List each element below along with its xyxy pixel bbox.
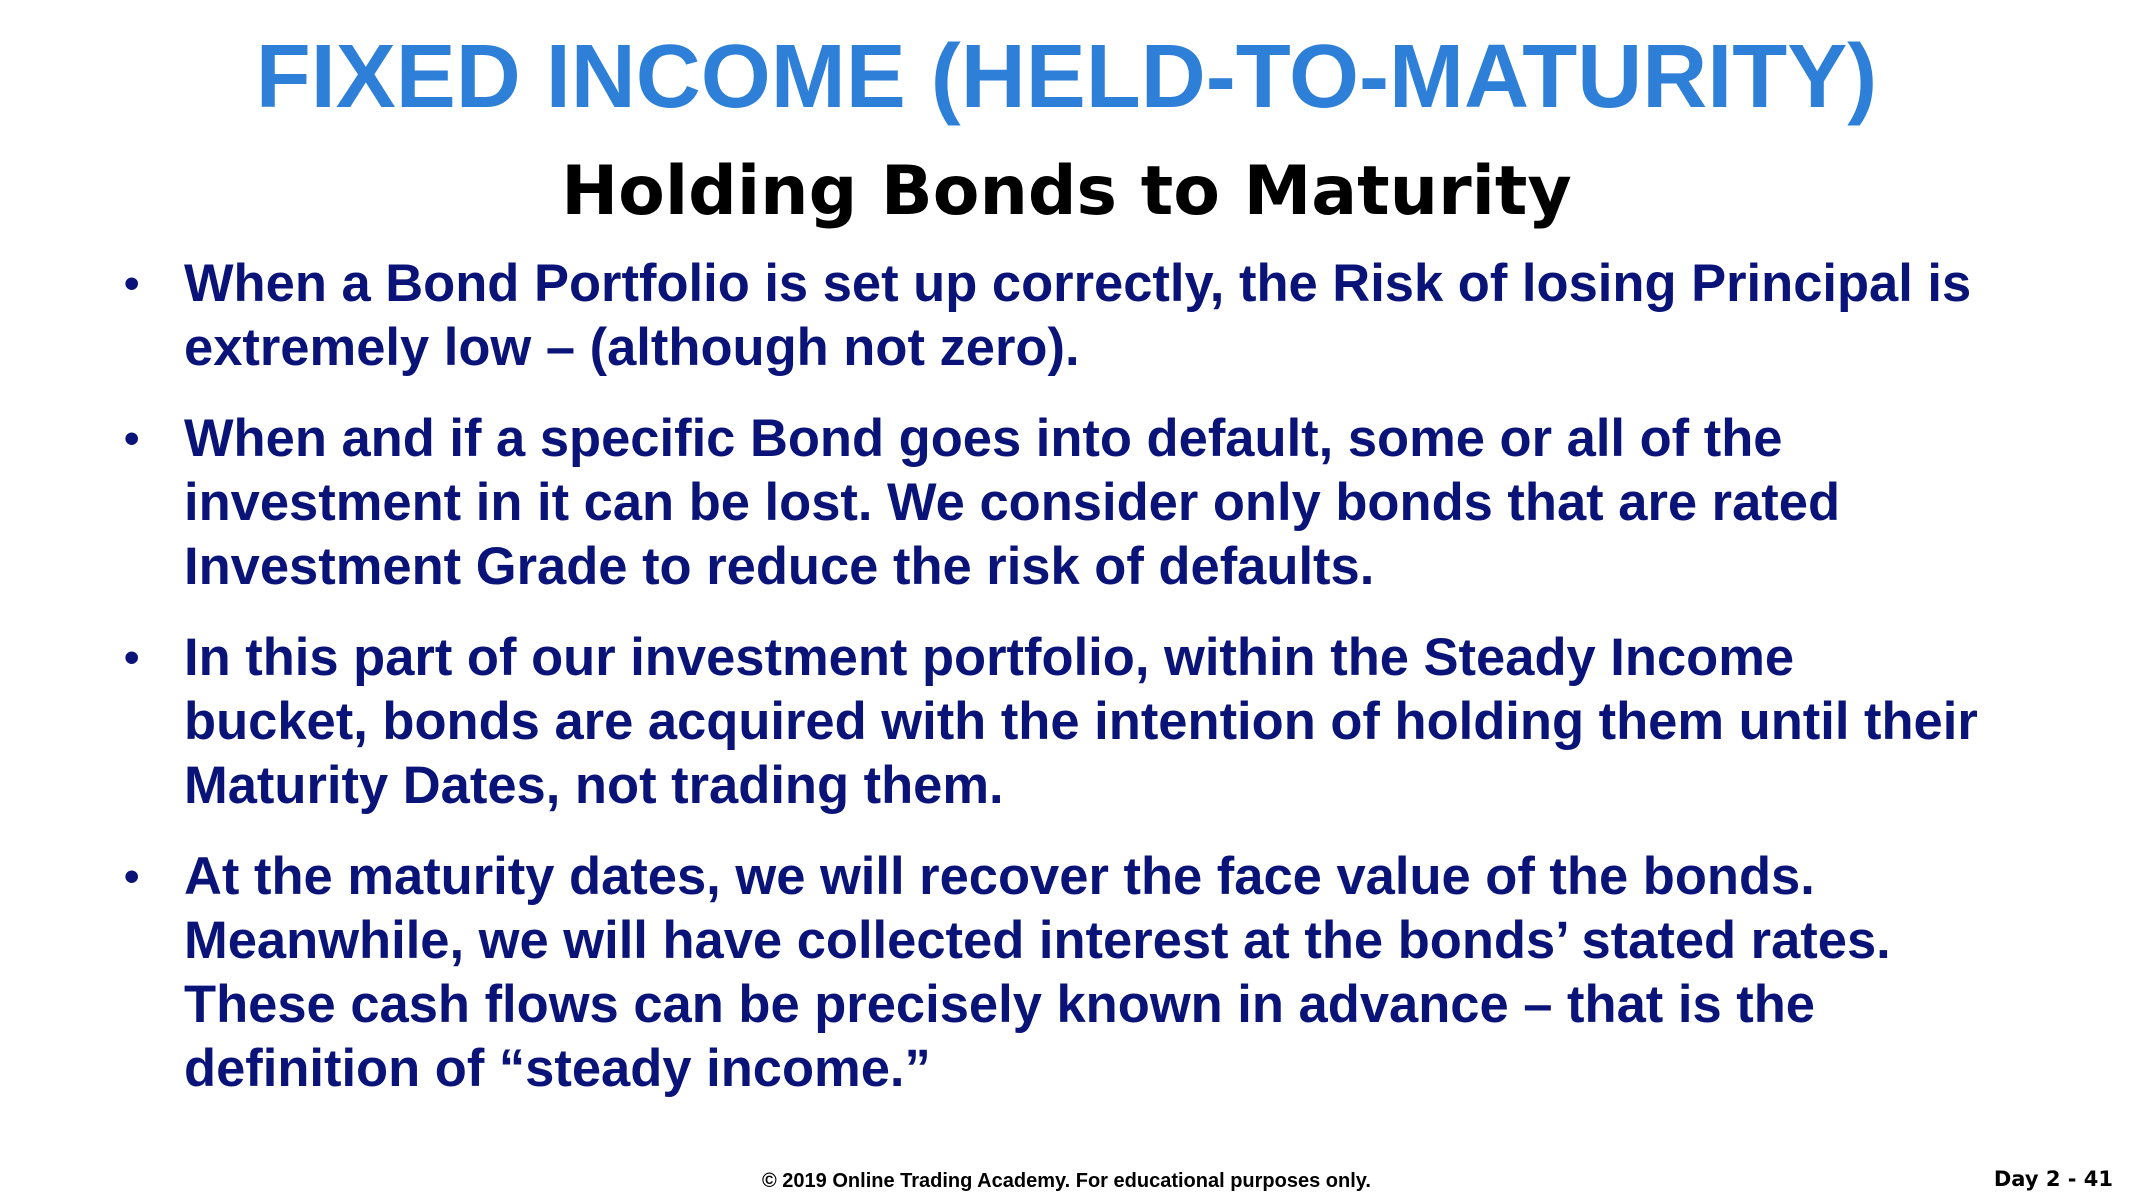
- bullet-text-line: Meanwhile, we will have collected interest at the bonds’ stated rates.: [184, 911, 1891, 970]
- footer-copyright: © 2019 Online Trading Academy. For educational purposes only.: [762, 1170, 1371, 1192]
- bullet-marker: •: [124, 633, 140, 682]
- bullet-marker: •: [124, 852, 140, 901]
- bullet-text-line: When a Bond Portfolio is set up correctly, the Risk of losing Principal is: [184, 254, 1972, 313]
- bullet-text-line: definition of “steady income.”: [184, 1039, 931, 1098]
- bullet-text-line: When and if a specific Bond goes into default, some or all of the: [184, 409, 1783, 468]
- bullet-text-line: bucket, bonds are acquired with the intention of holding them until their: [184, 692, 1978, 751]
- bullet-text-line: Maturity Dates, not trading them.: [184, 756, 1004, 815]
- bullet-text-line: Investment Grade to reduce the risk of defaults.: [184, 537, 1375, 596]
- bullet-marker: •: [124, 259, 140, 308]
- slide-subtitle: Holding Bonds to Maturity: [561, 152, 1572, 231]
- bullet-item-default-risk: [0, 252, 2133, 380]
- bullet-text-line: In this part of our investment portfolio, within the Steady Income: [184, 628, 1795, 687]
- bullet-item-default-loss: [0, 407, 2133, 599]
- bullet-text-line: extremely low – (although not zero).: [184, 318, 1080, 377]
- slide-title: FIXED INCOME (HELD-TO-MATURITY): [255, 27, 1878, 127]
- bullet-text-line: At the maturity dates, we will recover the face value of the bonds.: [184, 847, 1815, 906]
- bullet-list: [0, 252, 2133, 1128]
- bullet-item-steady-income: [0, 626, 2133, 818]
- bullet-item-maturity: [0, 845, 2133, 1101]
- bullet-text-line: These cash flows can be precisely known in advance – that is the: [184, 975, 1815, 1034]
- bullet-text-line: investment in it can be lost. We consider only bonds that are rated: [184, 473, 1841, 532]
- bullet-marker: •: [124, 414, 140, 463]
- page-number: Day 2 - 41: [1993, 1167, 2113, 1191]
